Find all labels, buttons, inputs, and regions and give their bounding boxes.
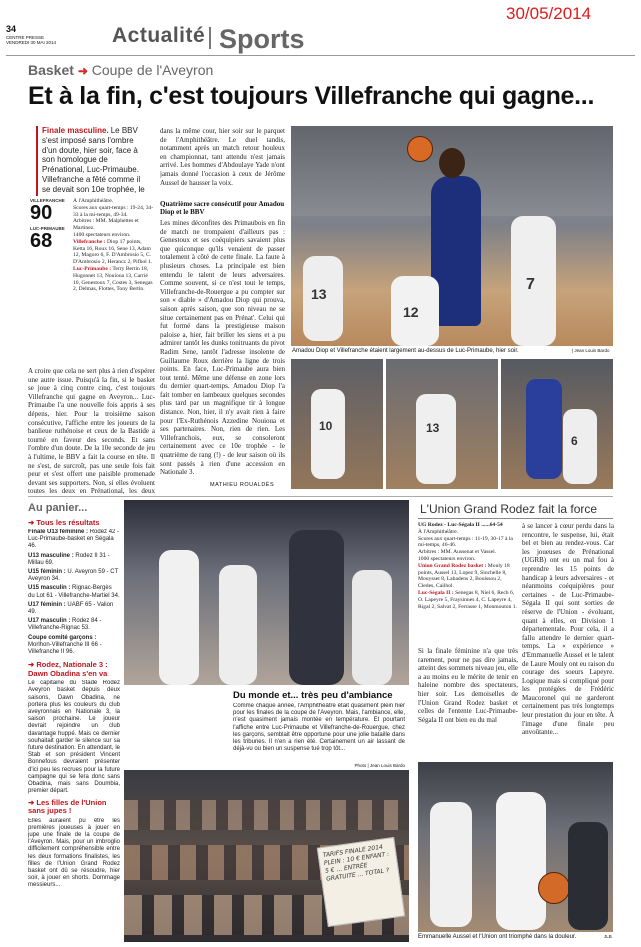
- section-rule: [28, 496, 613, 497]
- match-quarters: Scores aux quart-temps : 19-24, 34-33 à la mi-temps, 49-34.: [73, 204, 154, 218]
- article2-venue: À l'Amphithéâtre.: [418, 528, 459, 535]
- scoreboard: [30, 198, 70, 260]
- header-rule: [6, 55, 635, 56]
- results-title-text: Tous les résultats: [36, 518, 100, 527]
- article2-team2-lineup: Senegas 8, Niel 6, Rech 6, O. Lapeyre 5, Fraysinnes 4, C. Lapeyre 4, Rigal 2, Salvat 2, Ferrasse 1, Monmouton 1.: [418, 589, 517, 610]
- obadina-title: ➜ Rodez, Nationale 3 : Dawn Obadina s'en va: [28, 660, 108, 678]
- result-item: [28, 585, 120, 599]
- result-text: Rodez 84 - Villefranche-Rignac 53.: [28, 618, 102, 632]
- player-dark-head: [439, 148, 465, 178]
- player-figure: [159, 550, 199, 685]
- player-figure: [563, 409, 597, 484]
- result-item: [28, 602, 120, 616]
- filles-title-text: Les filles de l'Union sans jupes !: [28, 797, 107, 815]
- results-list: [28, 529, 120, 658]
- article2-match-sheet: [418, 522, 518, 642]
- body-column-2-top: dans la même cour, hier soir sur le parquet de l'Amphithéâtre. Le duel tandis, notamment après un match retour houleux en championnat, tant attendu n'est jamais arrivé. Les hommes d'Abdoulaye Yade n'ont jamais donné l'occasion à ceux de Jérôme Aussel de hausser la voix.: [160, 127, 285, 187]
- result-label: U15 féminin :: [28, 569, 66, 576]
- basketball: [538, 872, 570, 904]
- headline: Et à la fin, c'est toujours Villefranche qui gagne...: [28, 82, 595, 110]
- sidebar-title: Au panier...: [28, 502, 88, 514]
- player-figure: [219, 565, 257, 685]
- article2-referees: Arbitres : MM. Aussenat et Vassel.: [418, 549, 497, 556]
- body-column-1: A croire que cela ne sert plus à rien d'espérer une autre issue. Puisqu'à la fin, si le basket se joue à cinq contre cinq, c'est toujours Villefranche qui gagne en Aveyron... Luc-Primaube l'a une nouvelle fois appris à ses dépens, hier. Pour la troisième saison consécutive, l'affiche entre les joueurs de la banlieue ruthénoise et ceux de la Bastide a tourné en faveur des seconds. Et sans l'ombre d'un doute. De la 10e seconde de jeu à l'ultime, le BBV a fait la course en tête. Il ne s'est, de surcroît, pas une seule fois fait peur et s'est offert une paisible promenade devant ses supporters. Non, si elles évoluent toutes les deux en Prénational, les deux: [28, 367, 155, 496]
- kicker-sport: Basket: [28, 62, 74, 78]
- photo-action-3: [386, 359, 498, 489]
- photo-action-4: [501, 359, 613, 489]
- jersey-10: 10: [319, 419, 333, 433]
- result-label: U13 masculine :: [28, 552, 74, 559]
- obadina-text: Le capitaine du Stade Rodez Aveyron basket depuis deux saisons, Dawn Obadina, ne portera plus les couleurs du club aveyronnais en Nationale 3, la saison prochaine. Le joueur devrait rejoindre un club davantage huppé. Mais ce dernier souhaitait garder le silence sur sa future destination. En attendant, le Stab et son président Vincent Bonnefous devraient présenter d'ici peu les recrues pour la future campagne qui se fera donc sans Obadina, mais sans Doumbia, premier départ.: [28, 680, 120, 795]
- page-number: 34: [6, 24, 17, 34]
- body-column-2-bottom: Les mines déconfites des Primaubois en fin de match ne trompaient d'ailleurs pas : Genestoux et ses coéquipiers savaient plus que quiconque qu'ils venaient de passer totalement à côté de cette finale. La faute à plusieurs choses. La principale est bien entendu le talent de leurs adversaires. Comme souvent, si ce n'est tout le temps, Villefranche-de-Rouergue a pu compter sur son « diable » d'Amadou Diop qui prouva, saison après saison, que son niveau ne se situe certainement pas en Prénat'. Celui qui fut formé dans la prestigieuse maison paloise a, hier, fait briller les siens et a pu admirer tantôt les dunks tonitruants du pivot Radim Sene, tantôt l'adresse insolente de Guillaume Roux derrière la ligne de trois points. En face, Luc-Primaube aura bien tout tenté. Même une défense en zone lors du dernier quart-temps. Amadou Diop l'a fait tomber en lambeaux quelques secondes plus tard par un magnifique tir à longue distance. Non, hier, il n'y avait rien à faire pour l'Ex-Ruthénois Azzedine Nouioua et ses partenaires. Non, rien de rien. Les Villefranchois, eux, se consoleront certainement avec ce 10e trophée - le quatrième de rang (!) - de leur saison où ils sont passés à rien d'une accession en Nationale 3.: [160, 219, 285, 477]
- result-text: Rodez 42 - Luc-Primaube-basket en Ségala 46.: [28, 529, 120, 550]
- result-text: Rodez II 31 - Millau 69.: [28, 552, 110, 566]
- section-divider: [209, 27, 211, 49]
- player-figure: [352, 570, 392, 685]
- result-label: U17 féminin :: [28, 601, 66, 608]
- result-text: Morlhon-Villefranche III 66 - Villefranche II 96.: [28, 641, 102, 656]
- match-sheet: [73, 198, 155, 348]
- article2-attendance: 1000 spectateurs environ.: [418, 555, 476, 562]
- article2-team1-label: Union Grand Rodez basket :: [418, 562, 487, 569]
- match-referees: Arbitres : MM. Malphettes et Martinez.: [73, 218, 139, 232]
- ambiance-credit: Photo | Jean Louis Bardo: [354, 763, 405, 768]
- team1-label: Villefranche :: [73, 238, 106, 245]
- photo-crowd: [124, 770, 409, 942]
- article2-body-b: à se lancer à cœur perdu dans la rencontre, le suspense, lui, était bel et bien au rendez-vous. Car les joueuses de Prénational (UGRB) ont eu un mal fou à reprendre les 15 points de handicap à leurs adversaires - et néanmoins coéquipières pour certaines - de Luc-Primaube-Ségala II qui sont sorties de réserve de l'Union - évoluant, quant à elles, en Division 1 départementale. Pour cela, il a fallu attendre le dernier quart-temps. La « expérience » d'Emmanuelle Aussel et le talent de Laure Mouly ont eu raison du courage des soeurs Lapeyre. Logique mais si compliqué pour les protégées de Frédéric Maucoronel qui ne garderont certainement pas très longtemps leur prestation du jour en tête. À l'image d'une finale peu anvoûtante...: [522, 522, 614, 737]
- player-figure: [430, 802, 472, 927]
- result-item: [28, 569, 120, 583]
- result-label: Finale U13 féminine :: [28, 529, 89, 535]
- price-sign: TARIFS FINALE 2014 PLEIN : 10 € ENFANT : 5 € ... ENTRÉE GRATUITE ... TOTAL ?: [317, 837, 405, 927]
- result-text: U. Aveyron 59 - CT Aveyron 34.: [28, 569, 119, 583]
- basketball: [407, 136, 433, 162]
- result-label: U17 masculin :: [28, 618, 71, 625]
- article2-score-line: UG Rodez - Luc-Ségala II ......64-54: [418, 522, 503, 528]
- paper-name: CENTRE PRESSE: [6, 35, 45, 40]
- filles-title: ➜ Les filles de l'Union sans jupes !: [28, 797, 107, 815]
- player-figure-blue: [526, 379, 562, 479]
- photo-women-final: [124, 500, 409, 685]
- jersey-7: 7: [526, 276, 535, 293]
- team1-lineup: Diop 17 points, Ketta 16, Roux 16, Sene 13, Adam 12, Magoro 6, F. D'Ambrosio 5, C. D'Ambrosio 2, Herancz 2, Pifhol 1.: [73, 238, 153, 266]
- jersey-6: 6: [571, 434, 578, 448]
- team2-lineup: Terry Bertin 18, Hugonnet 13, Nouioua 13, Carrié 10, Genestoux 7, Costes 3, Senegas 2, Delmas, Flottes, Tony Bertin.: [73, 265, 153, 293]
- section-actualite: Actualité: [112, 24, 206, 47]
- photo-women-action: [418, 762, 613, 932]
- sidebar: [28, 502, 120, 942]
- obadina-title-text: Rodez, Nationale 3 : Dawn Obadina s'en va: [28, 660, 108, 678]
- official-figure: [289, 530, 344, 685]
- player-figure-dark: [568, 822, 608, 930]
- article2-photo-caption: Emmanuelle Aussel et l'Union ont triomphé dans la douleur.: [418, 934, 577, 940]
- date-stamp: 30/05/2014: [506, 4, 592, 23]
- result-item: [28, 553, 120, 567]
- lead-text: Le BBV s'est imposé sans l'ombre d'un doute, hier soir, face à son homologue de Prénational, Luc-Primaube. Villefranche a fêté comme il se devait son 10e trophée, le: [42, 126, 145, 194]
- ambiance-box: [229, 688, 409, 768]
- article2-team1-lineup: Mouly 18 points, Aussel 13, Lopez 9, Sinchelle 8, Mouysset 8, Labadens 2, Bouissou 2, Cledes, Cailhol.: [418, 562, 510, 590]
- article2-quarters: Scores aux quart-temps : 11-19, 30-17 à la mi-temps, 46-46.: [418, 535, 513, 549]
- match-attendance: 1400 spectateurs environ.: [73, 231, 131, 238]
- results-title: ➜ Tous les résultats: [28, 518, 100, 527]
- jersey-13: 13: [311, 286, 327, 302]
- kicker-competition: Coupe de l'Aveyron: [91, 62, 214, 78]
- lead-paragraph: [36, 126, 150, 196]
- result-label: Coupe comité garçons :: [28, 634, 97, 641]
- ambiance-text: Comme chaque année, l'Amphithéâtre était quasiment plein hier pour les finales de la coupe de l'Aveyron. Mais, l'ambiance, elle, n'est quasiment jamais montée en température. Et pourtant l'affiche entre Luc-Primaube et Villefranche-de-Rouergue, chez les garçons, semblait être opportune pour une jolie bataille dans les tribunes. Il n'en a rien été. Certainement un air lassant de déjà-vu ou bien un suspense tué trop tôt...: [233, 703, 405, 753]
- filles-text: Elles auraient pu être les premières joueuses à jouer en jupe une finale de la coupe de l'Aveyron. Mais, pour un imbroglio difficilement compréhensible entre les deux formations finalistes, les filles de l'Union Grand Rodez basket ont dû se résoudre, hier soir, à jouer en shorts. Dommage messieurs...: [28, 817, 120, 889]
- scoreboard-team2: LUC-PRIMAUBE: [30, 226, 65, 231]
- article2-rule: [418, 518, 613, 519]
- byline: MATHIEU ROUALDÈS: [210, 482, 275, 488]
- scoreboard-team1: VILLEFRANCHE: [30, 198, 65, 203]
- team2-label: Luc-Primaube :: [73, 265, 112, 272]
- match-venue: À l'Amphithéâtre.: [73, 198, 114, 204]
- issue-date: VENDREDI 30 MAI 2014: [6, 40, 57, 45]
- result-label: U15 masculin :: [28, 585, 71, 592]
- player-figure: [311, 389, 345, 479]
- scoreboard-score1: 90: [30, 202, 53, 224]
- article2-body-a: Si la finale féminine n'a que très rarement, pour ne pas dire jamais, atteint des sommets niveau jeu, elle a au moins eu le mérite de tenir en haleine nombre des spectateurs, hier soir. Les demoiselles de l'Union Grand Rodez basket et celles de l'entente Luc-Primaube-Ségala II ont bien eu du mal: [418, 647, 518, 724]
- main-photo-credit: | Jean Louis Bardo: [572, 348, 610, 353]
- section-sports: Sports: [219, 24, 305, 54]
- lead-label: Finale masculine.: [42, 126, 109, 135]
- scoreboard-score2: 68: [30, 230, 53, 252]
- main-photo: [291, 126, 613, 346]
- kicker: [28, 62, 213, 78]
- kicker-arrow-icon: ➜: [77, 64, 88, 78]
- jersey-13b: 13: [426, 421, 440, 435]
- crowd-row: [124, 800, 409, 830]
- result-text: Rignac-Bergès du Lot 61 - Villefranche-Martiel 34.: [28, 585, 120, 599]
- result-item: [28, 618, 120, 632]
- photo-action-2: [291, 359, 383, 489]
- player-figure: [416, 394, 456, 484]
- article2-photo-credit: JLB: [604, 934, 612, 939]
- article2-team2-label: Luc-Ségala II :: [418, 589, 454, 596]
- ambiance-title: Du monde et... très peu d'ambiance: [233, 690, 393, 701]
- result-item: [28, 529, 120, 551]
- player-figure: [496, 792, 546, 930]
- result-text: UABF 65 - Valion 49.: [28, 601, 114, 616]
- main-photo-caption: Amadou Diop et Villefranche étaient largement au-dessus de Luc-Primaube, hier soir.: [292, 348, 519, 354]
- jersey-12: 12: [403, 304, 419, 320]
- subhead: Quatrième sacre consécutif pour Amadou Diop et le BBV: [160, 200, 285, 217]
- article2-title: L'Union Grand Rodez fait la force: [420, 502, 598, 516]
- result-item: [28, 635, 120, 657]
